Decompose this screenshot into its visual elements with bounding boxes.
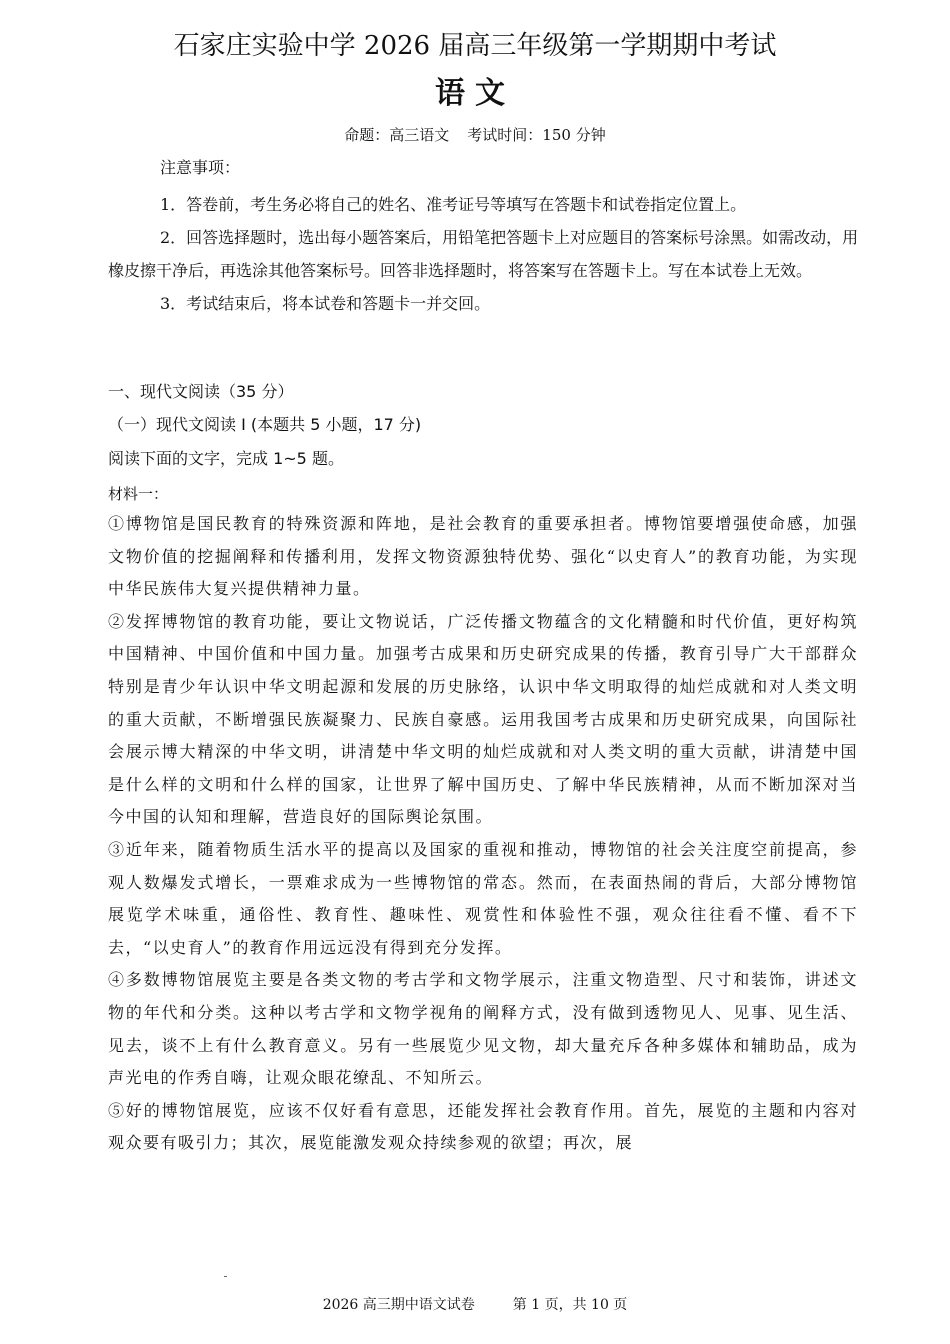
notice-item-2: 2．回答选择题时，选出每小题答案后，用铅笔把答题卡上对应题目的答案标号涂黑。如需改动，用橡皮擦干净后，再选涂其他答案标号。回答非选择题时，将答案写在答题卡上。写在本试卷上无效。	[108, 228, 859, 280]
notice-list	[108, 188, 868, 320]
passage-paragraph-1: ①博物馆是国民教育的特殊资源和阵地，是社会教育的重要承担者。博物馆要增强使命感，加强文物价值的挖掘阐释和传播利用，发挥文物资源独特优势、强化“以史育人”的教育功能，为实现中华民族伟大复兴提供精神力量。	[108, 514, 858, 599]
passage-paragraph-3: ③近年来，随着物质生活水平的提高以及国家的重视和推动，博物馆的社会关注度空前提高，参观人数爆发式增长，一票难求成为一些博物馆的常态。然而，在表面热闹的背后，大部分博物馆展览学术味重，通俗性、教育性、趣味性、观赏性和体验性不强，观众往往看不懂、看不下去，“以史育人”的教育作用远远没有得到充分发挥。	[108, 839, 858, 957]
setter-label: 命题：高三语文	[344, 126, 450, 144]
duration-label: 考试时间：150 分钟	[467, 126, 606, 144]
section-title: 一、现代文阅读（35 分）	[108, 382, 294, 401]
subsection-title: （一）现代文阅读 I (本题共 5 小题，17 分)	[108, 415, 422, 434]
passage-paragraph-2: ②发挥博物馆的教育功能，要让文物说话，广泛传播文物蕴含的文化精髓和时代价值，更好构筑中国精神、中国价值和中国力量。加强考古成果和历史研究成果的传播，教育引导广大干部群众特别是青少年认识中华文明起源和发展的历史脉络，认识中华文明取得的灿烂成就和对人类文明的重大贡献，不断增强民族凝聚力、民族自豪感。运用我国考古成果和历史研究成果，向国际社会展示博大精深的中华文明，讲清楚中华文明的灿烂成就和对人类文明的重大贡献，讲清楚中国是什么样的文明和什么样的国家，让世界了解中国历史、了解中华民族精神，从而不断加深对当今中国的认知和理解，营造良好的国际舆论氛围。	[108, 611, 858, 827]
notice-heading: 注意事项：	[160, 158, 241, 177]
passage-paragraph-5: ⑤好的博物馆展览，应该不仅好看有意思，还能发挥社会教育作用。首先，展览的主题和内容对观众要有吸引力；其次，展览能激发观众持续参观的欲望；再次，展	[108, 1100, 858, 1153]
scan-mark	[224, 1276, 227, 1277]
reading-instruction: 阅读下面的文字，完成 1~5 题。	[108, 449, 344, 468]
footer-exam-name: 2026 高三期中语文试卷	[322, 1297, 475, 1313]
exam-title: 石家庄实验中学 2026 届高三年级第一学期期中考试	[173, 31, 777, 61]
page-footer	[0, 1294, 950, 1316]
subject-title: 语文	[435, 76, 515, 111]
notice-item-3: 3．考试结束后，将本试卷和答题卡一并交回。	[160, 294, 491, 313]
notice-item-1: 1．答卷前，考生务必将自己的姓名、准考证号等填写在答题卡和试卷指定位置上。	[160, 195, 747, 214]
footer-page-info: 第 1 页，共 10 页	[512, 1297, 628, 1313]
exam-meta	[0, 124, 950, 146]
passage-paragraph-4: ④多数博物馆展览主要是各类文物的考古学和文物学展示，注重文物造型、尺寸和装饰，讲述文物的年代和分类。这种以考古学和文物学视角的阐释方式，没有做到透物见人、见事、见生活、见去，谈不上有什么教育意义。另有一些展览少见文物，却大量充斥各种多媒体和辅助品，成为声光电的作秀自嗨，让观众眼花缭乱、不知所云。	[108, 970, 858, 1088]
material-label: 材料一：	[108, 485, 169, 503]
reading-passage	[108, 508, 858, 1160]
